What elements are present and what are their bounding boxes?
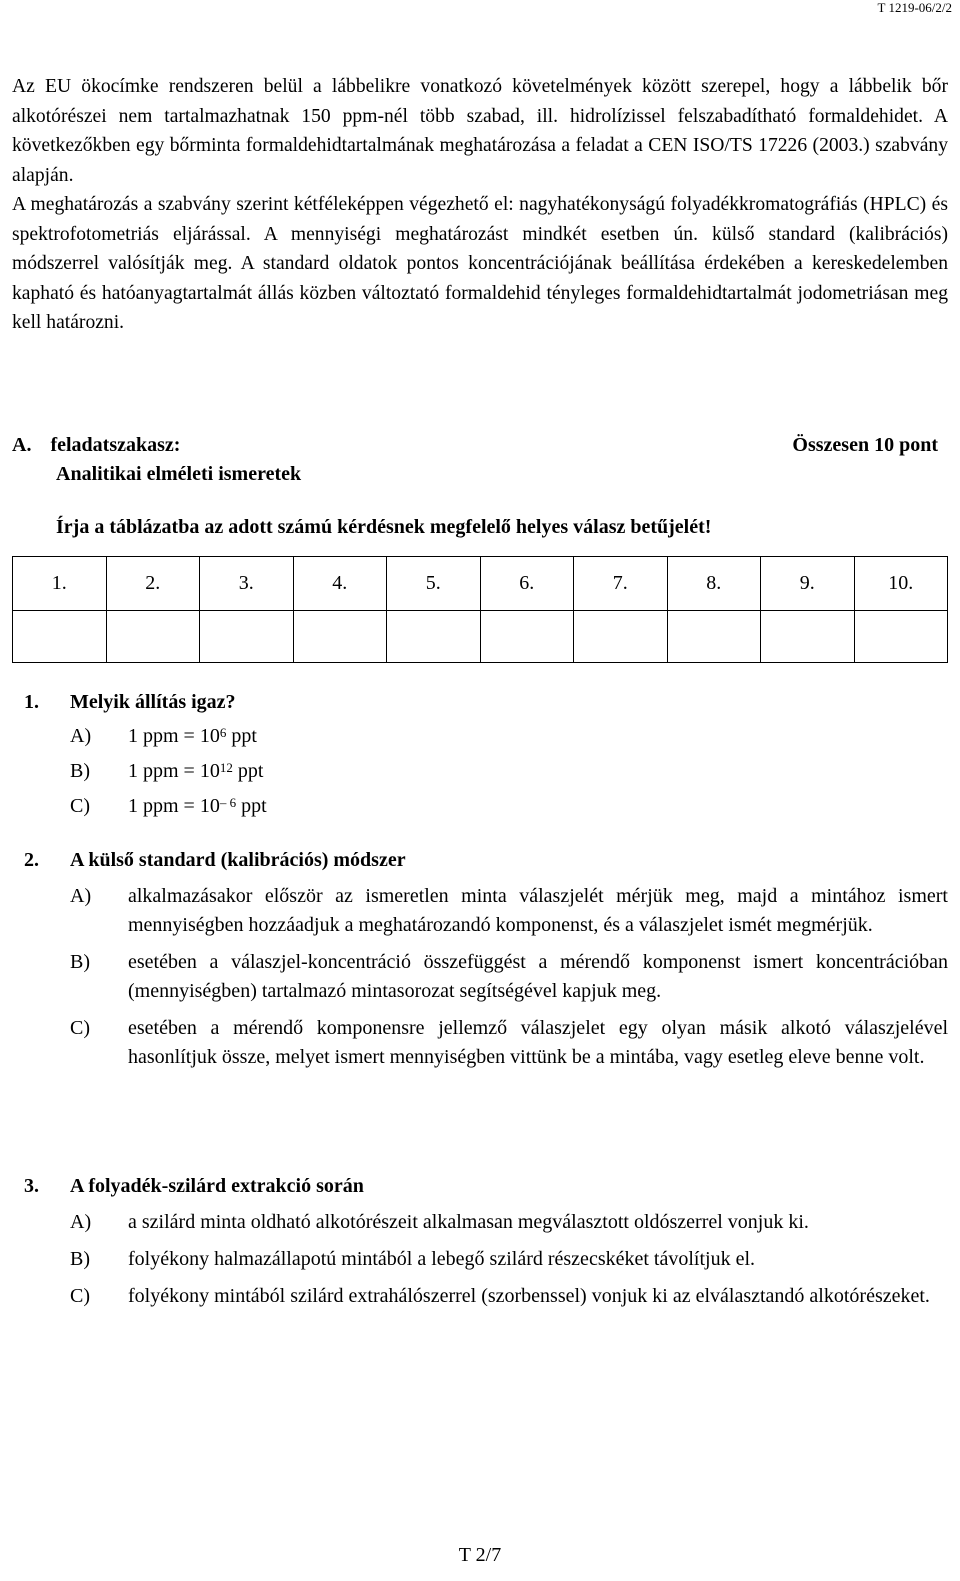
- question-title: [24, 688, 948, 717]
- intro-text: [12, 72, 948, 338]
- question-number: 3.: [24, 1175, 39, 1197]
- question-text: Melyik állítás igaz?: [70, 691, 236, 713]
- option-text: 1 ppm = $10^{- 6}$ ppt: [128, 795, 267, 817]
- section-title: feladatszakasz:: [50, 434, 181, 456]
- exponent: 12: [219, 760, 233, 775]
- question-2: [24, 846, 948, 1072]
- option-label: B): [70, 951, 90, 973]
- page-number: T 2/7: [458, 1544, 502, 1566]
- answer-input-cell[interactable]: [293, 611, 387, 663]
- answer-header-cell: 7.: [574, 557, 668, 611]
- question-title: [24, 1172, 948, 1201]
- answer-input-cell[interactable]: [480, 611, 574, 663]
- answer-header-cell: 2.: [106, 557, 200, 611]
- question-title: [24, 846, 948, 875]
- option-label: B): [70, 1248, 90, 1270]
- option-c: [24, 1282, 948, 1311]
- answer-input-cell[interactable]: [106, 611, 200, 663]
- option-label: A): [70, 725, 92, 747]
- option-text: alkalmazásakor először az ismeretlen minta válaszjelét mérjük meg, majd a mintához ismert mennyiségben hozzáadjuk a meghatározandó komponenst, és a válaszjelet ismét megmérjük.: [128, 885, 948, 936]
- option-c: [24, 792, 948, 821]
- option-label: A): [70, 885, 92, 907]
- option-a: [24, 722, 948, 751]
- option-a: [24, 882, 948, 940]
- option-label: C): [70, 795, 90, 817]
- option-label: C): [70, 1285, 90, 1307]
- option-text: a szilárd minta oldható alkotórészeit alkalmasan megválasztott oldószerrel vonjuk ki.: [128, 1211, 809, 1233]
- option-a: [24, 1208, 948, 1237]
- question-number: 2.: [24, 849, 39, 871]
- question-text: A külső standard (kalibrációs) módszer: [70, 849, 406, 871]
- option-text: esetében a mérendő komponensre jellemző válaszjelet egy olyan másik alkotó válaszjelével hasonlítjuk össze, melyet ismert mennyiségben vittünk be a mintába, vagy esetleg eleve benne volt.: [128, 1017, 948, 1068]
- answer-input-cell[interactable]: [761, 611, 855, 663]
- answer-header-cell: 10.: [854, 557, 948, 611]
- option-text: esetében a válaszjel-koncentráció összefüggést a mérendő komponenst ismert koncentrációban (mennyiségben) tartalmazó mintasorozat segítségével kapjuk meg.: [128, 951, 948, 1002]
- question-number: 1.: [24, 691, 39, 713]
- instruction: Írja a táblázatba az adott számú kérdésnek megfelelő helyes válasz betűjelét!: [56, 516, 712, 538]
- option-text: 1 ppm = $10^{12}$ ppt: [128, 760, 264, 782]
- page-id: T 1219-06/2/2: [877, 0, 952, 15]
- answer-input-cell[interactable]: [387, 611, 481, 663]
- option-text: 1 ppm = $10^6$ ppt: [128, 725, 257, 747]
- option-text: folyékony halmazállapotú mintából a lebegő szilárd részecskéket távolítjuk el.: [128, 1248, 756, 1270]
- section-points: Összesen 10 pont: [792, 434, 938, 456]
- answer-input-cell[interactable]: [200, 611, 294, 663]
- answer-header-cell: 9.: [761, 557, 855, 611]
- answer-table: [12, 556, 948, 663]
- section-label: A.: [12, 434, 32, 456]
- question-3: [24, 1172, 948, 1311]
- exponent: 6: [219, 725, 227, 740]
- exponent: – 6: [219, 795, 237, 810]
- option-label: A): [70, 1211, 92, 1233]
- option-b: [24, 948, 948, 1006]
- option-text: folyékony mintából szilárd extrahálószerrel (szorbenssel) vonjuk ki az elválasztandó alkotórészeket.: [128, 1285, 930, 1307]
- answer-header-cell: 6.: [480, 557, 574, 611]
- answer-header-cell: 4.: [293, 557, 387, 611]
- option-b: [24, 757, 948, 786]
- answer-input-cell[interactable]: [574, 611, 668, 663]
- answer-table-header-row: [13, 557, 948, 611]
- answer-header-cell: 8.: [667, 557, 761, 611]
- answer-header-cell: 3.: [200, 557, 294, 611]
- intro-paragraph-1: Az EU ökocímke rendszeren belül a lábbelikre vonatkozó követelmények között szerepel, hogy a lábbelik bőr alkotórészei nem tartalmazhatnak 150 ppm-nél több szabad, ill. hidrolízissel felszabadítható formaldehidet. A következőkben egy bőrminta formaldehidtartalmának meghatározása a feladat a CEN ISO/TS 17226 (2003.) szabvány alapján.: [12, 76, 948, 186]
- answer-header-cell: 1.: [13, 557, 107, 611]
- intro-paragraph-2: A meghatározás a szabvány szerint kétféleképpen végezhető el: nagyhatékonyságú folyadékkromatográfiás (HPLC) és spektrofotometriás eljárással. A mennyiségi meghatározást mindkét esetben ún. külső standard (kalibrációs) módszerrel valósítják meg. A standard oldatok pontos koncentrációjának beállítása érdekében a kereskedelemben kapható és hatóanyagtartalmát állás közben változtató formaldehid tényleges formaldehidtartalmát jodometriásan meg kell határozni.: [12, 194, 948, 333]
- option-b: [24, 1245, 948, 1274]
- question-text: A folyadék-szilárd extrakció során: [70, 1175, 364, 1197]
- option-c: [24, 1014, 948, 1072]
- answer-input-cell[interactable]: [667, 611, 761, 663]
- section-heading: [12, 430, 938, 485]
- section-subtitle: Analitikai elméleti ismeretek: [56, 463, 302, 485]
- answer-header-cell: 5.: [387, 557, 481, 611]
- option-label: C): [70, 1017, 90, 1039]
- answer-table-input-row: [13, 611, 948, 663]
- answer-input-cell[interactable]: [13, 611, 107, 663]
- option-label: B): [70, 760, 90, 782]
- answer-input-cell[interactable]: [854, 611, 948, 663]
- question-1: [24, 688, 948, 821]
